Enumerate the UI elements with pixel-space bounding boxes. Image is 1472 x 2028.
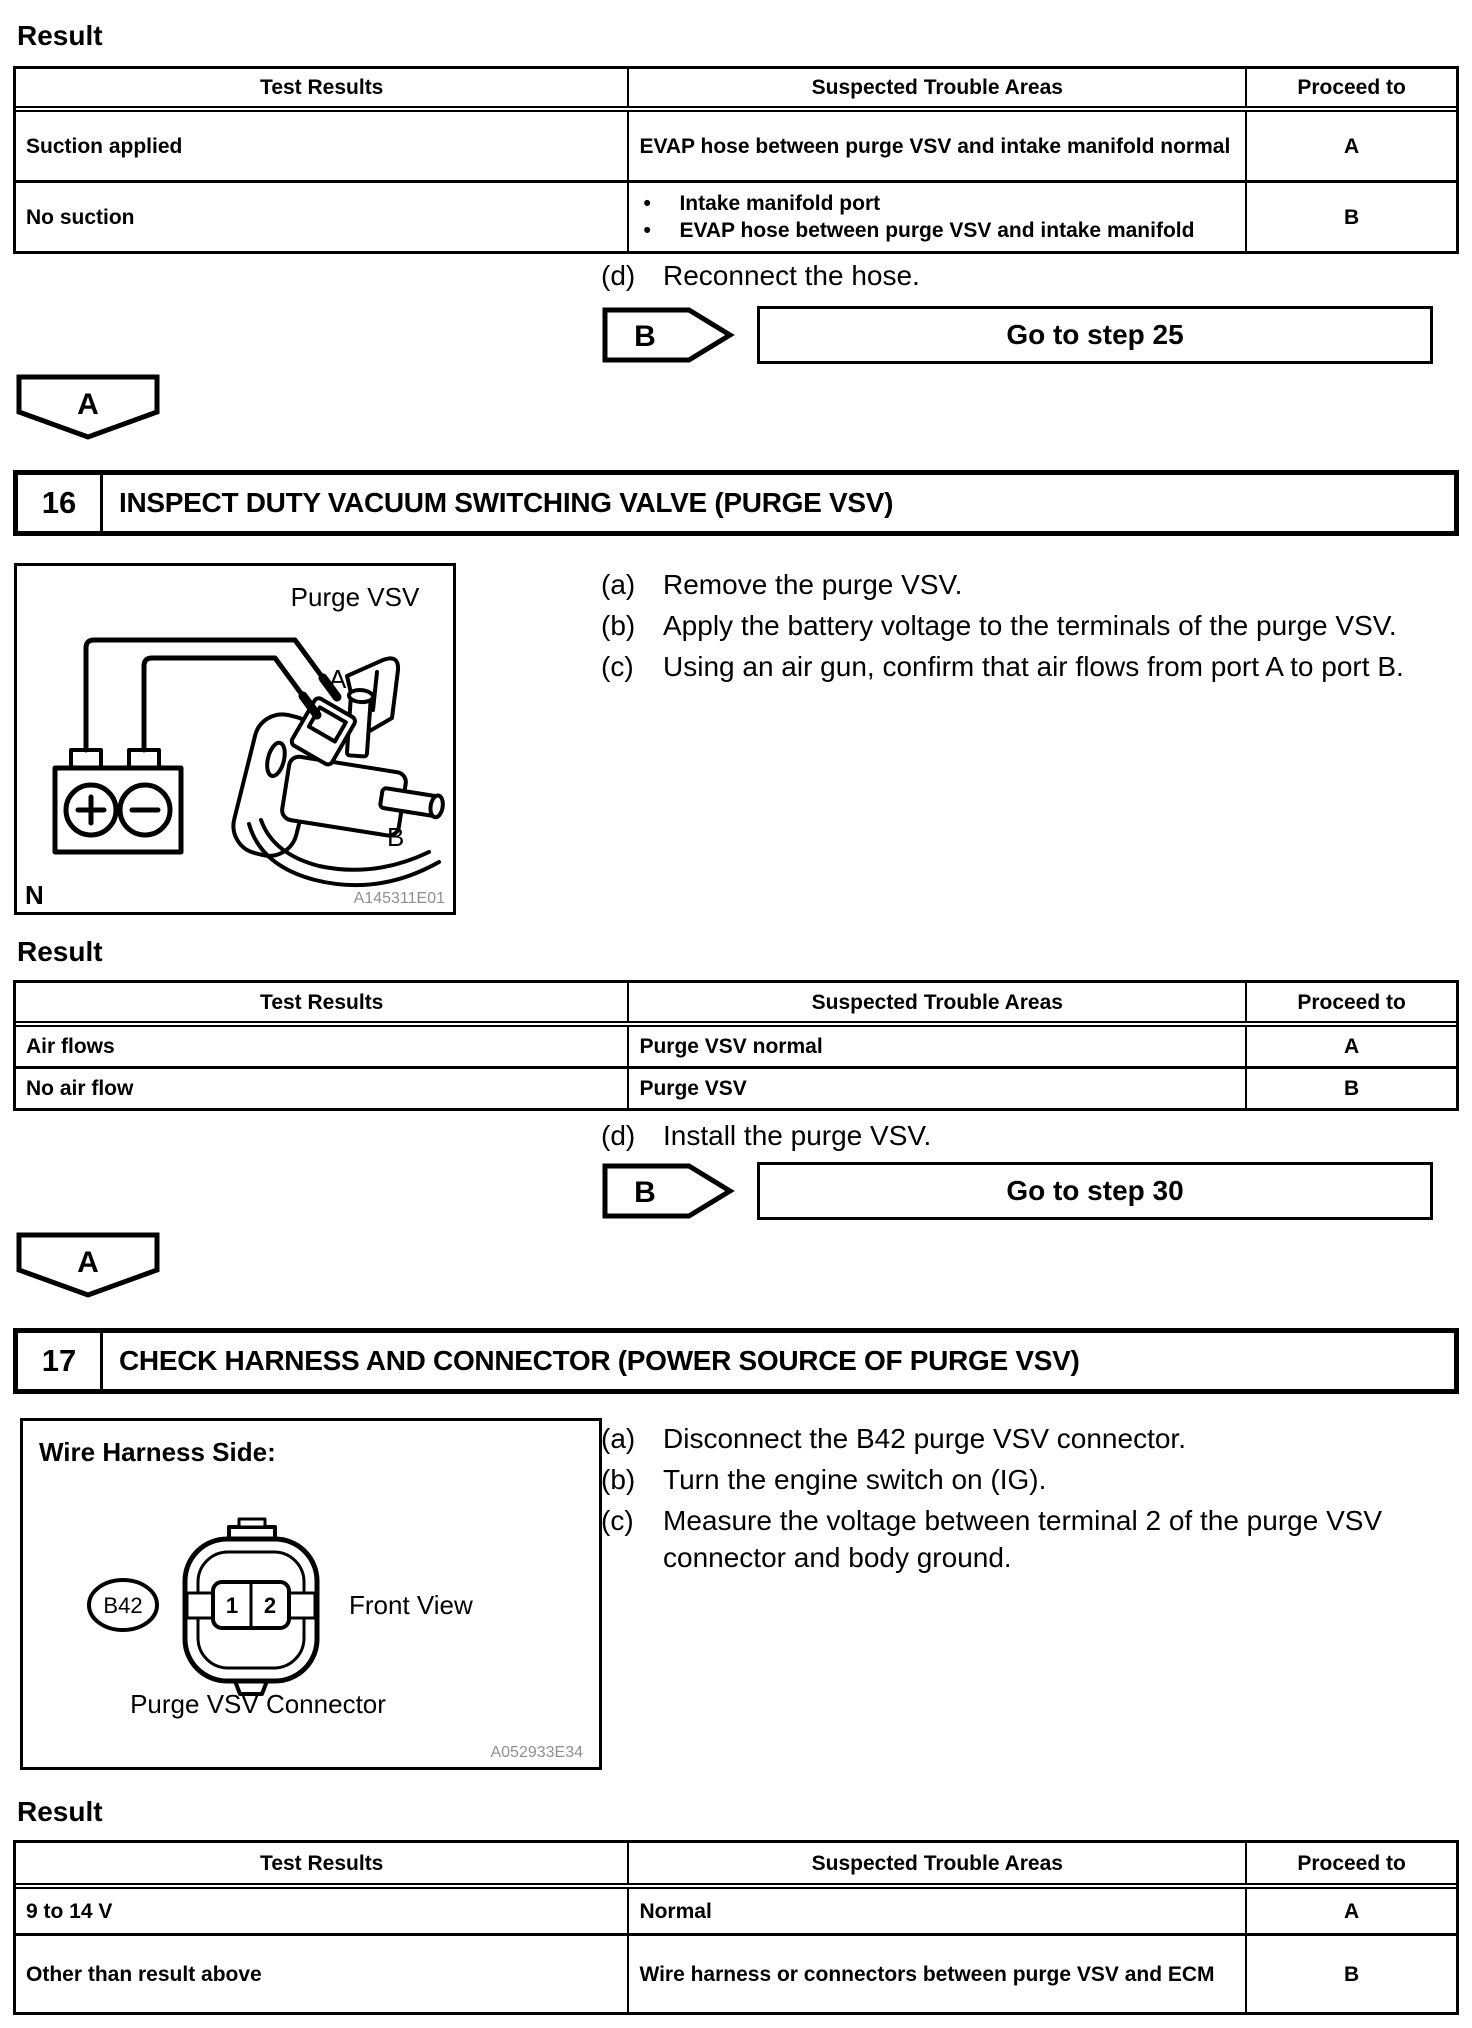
col-header-suspected-trouble-areas: Suspected Trouble Areas — [629, 69, 1247, 106]
result-table-1 — [13, 66, 1459, 254]
table-row — [16, 1933, 1456, 2012]
table-row — [16, 1066, 1456, 1108]
bullet-marker — [639, 190, 679, 217]
figure-purge-vsv-connector — [20, 1418, 602, 1770]
step-number: 16 — [18, 475, 103, 531]
table-header-row — [16, 1843, 1456, 1889]
step-16-instructions — [601, 566, 1458, 689]
figure-purge-vsv — [14, 563, 456, 915]
cell-proceed-to: A — [1344, 1035, 1360, 1058]
cell-trouble-area — [629, 183, 1247, 251]
figure-id: A145311E01 — [353, 890, 445, 907]
table-row — [16, 1889, 1456, 1933]
figure-caption: Purge VSV — [290, 582, 420, 612]
result-table-3 — [13, 1840, 1459, 2015]
table-header-row — [16, 69, 1456, 112]
figure-corner-label: N — [25, 880, 44, 910]
step-16-header — [13, 470, 1459, 536]
cell-proceed-to: A — [1344, 1899, 1360, 1923]
cell-test-result: 9 to 14 V — [16, 1889, 629, 1933]
step-title: INSPECT DUTY VACUUM SWITCHING VALVE (PURGE VSV) — [119, 487, 894, 518]
instruction-item: (b) Apply the battery voltage to the terminals of the purge VSV. — [601, 610, 1397, 641]
substep-d: (d) Reconnect the hose. — [601, 260, 920, 291]
cell-test-result: Suction applied — [16, 112, 629, 180]
result-heading-1: Result — [17, 20, 103, 51]
col-header-test-results: Test Results — [16, 983, 629, 1021]
cell-test-result: Other than result above — [16, 1936, 629, 2012]
cell-trouble-area: Normal — [629, 1889, 1247, 1933]
instruction-item: (a) Disconnect the B42 purge VSV connector. — [601, 1423, 1186, 1454]
col-header-proceed-to: Proceed to — [1297, 990, 1406, 1014]
cell-proceed-to: B — [1344, 1077, 1360, 1100]
cell-test-result: Air flows — [16, 1027, 629, 1066]
svg-text:A: A — [77, 388, 99, 421]
cell-trouble-area: Purge VSV normal — [629, 1027, 1247, 1066]
continue-a-marker — [14, 1230, 162, 1300]
port-a-label: A — [329, 664, 347, 694]
col-header-proceed-to: Proceed to — [1297, 76, 1406, 99]
instruction-item: (a) Remove the purge VSV. — [601, 569, 963, 600]
col-header-test-results: Test Results — [16, 1843, 629, 1883]
cell-proceed-to: A — [1344, 134, 1360, 158]
continue-a-marker — [14, 372, 162, 442]
instruction-item: (c) Measure the voltage between terminal 2 of the purge VSV connector and body ground. — [601, 1505, 1383, 1573]
col-header-proceed-to: Proceed to — [1297, 1851, 1406, 1875]
goto-step-box: Go to step 25 — [757, 306, 1433, 364]
substep-d: (d) Install the purge VSV. — [601, 1120, 932, 1151]
bullet-item: • Intake manifold port — [639, 190, 1235, 217]
view-label: Front View — [349, 1590, 473, 1620]
cell-test-result: No suction — [16, 183, 629, 251]
svg-text:B: B — [634, 1176, 656, 1209]
purge-vsv-illustration — [17, 566, 453, 912]
table-row — [16, 180, 1456, 251]
cell-proceed-to: B — [1344, 205, 1360, 229]
table-header-row — [16, 983, 1456, 1027]
table-row — [16, 112, 1456, 180]
step-17-header — [13, 1328, 1459, 1394]
bullet-item: • EVAP hose between purge VSV and intake manifold — [639, 217, 1235, 244]
instruction-item: (c) Using an air gun, confirm that air flows from port A to port B. — [601, 651, 1404, 682]
cell-trouble-area: EVAP hose between purge VSV and intake manifold normal — [629, 112, 1247, 180]
svg-text:B: B — [634, 320, 656, 353]
goto-step-box: Go to step 30 — [757, 1162, 1433, 1220]
step-title: CHECK HARNESS AND CONNECTOR (POWER SOURCE OF PURGE VSV) — [119, 1345, 1080, 1376]
result-heading-3: Result — [17, 1796, 103, 1827]
branch-b-marker — [601, 1162, 735, 1220]
terminal-1-label: 1 — [225, 1593, 239, 1618]
connector-name-label: Purge VSV Connector — [130, 1689, 386, 1719]
col-header-suspected-trouble-areas: Suspected Trouble Areas — [629, 1843, 1247, 1883]
terminal-2-label: 2 — [263, 1593, 277, 1618]
col-header-test-results: Test Results — [16, 69, 629, 106]
connector-code-label: B42 — [103, 1593, 143, 1618]
cell-trouble-area: Purge VSV — [629, 1069, 1247, 1108]
instruction-item: (b) Turn the engine switch on (IG). — [601, 1464, 1047, 1495]
connector-illustration — [23, 1421, 599, 1767]
figure-caption: Wire Harness Side: — [39, 1437, 276, 1467]
cell-proceed-to: B — [1344, 1962, 1360, 1986]
table-row — [16, 1027, 1456, 1066]
cell-trouble-area: Wire harness or connectors between purge VSV and ECM — [629, 1936, 1247, 2012]
col-header-suspected-trouble-areas: Suspected Trouble Areas — [629, 983, 1247, 1021]
result-table-2 — [13, 980, 1459, 1111]
branch-b-marker — [601, 306, 735, 364]
figure-id: A052933E34 — [490, 1744, 583, 1761]
port-b-label: B — [387, 822, 405, 852]
step-17-instructions — [601, 1420, 1458, 1580]
bullet-marker — [639, 217, 679, 244]
step-number: 17 — [18, 1333, 103, 1389]
svg-text:A: A — [77, 1246, 99, 1279]
cell-test-result: No air flow — [16, 1069, 629, 1108]
result-heading-2: Result — [17, 936, 103, 967]
